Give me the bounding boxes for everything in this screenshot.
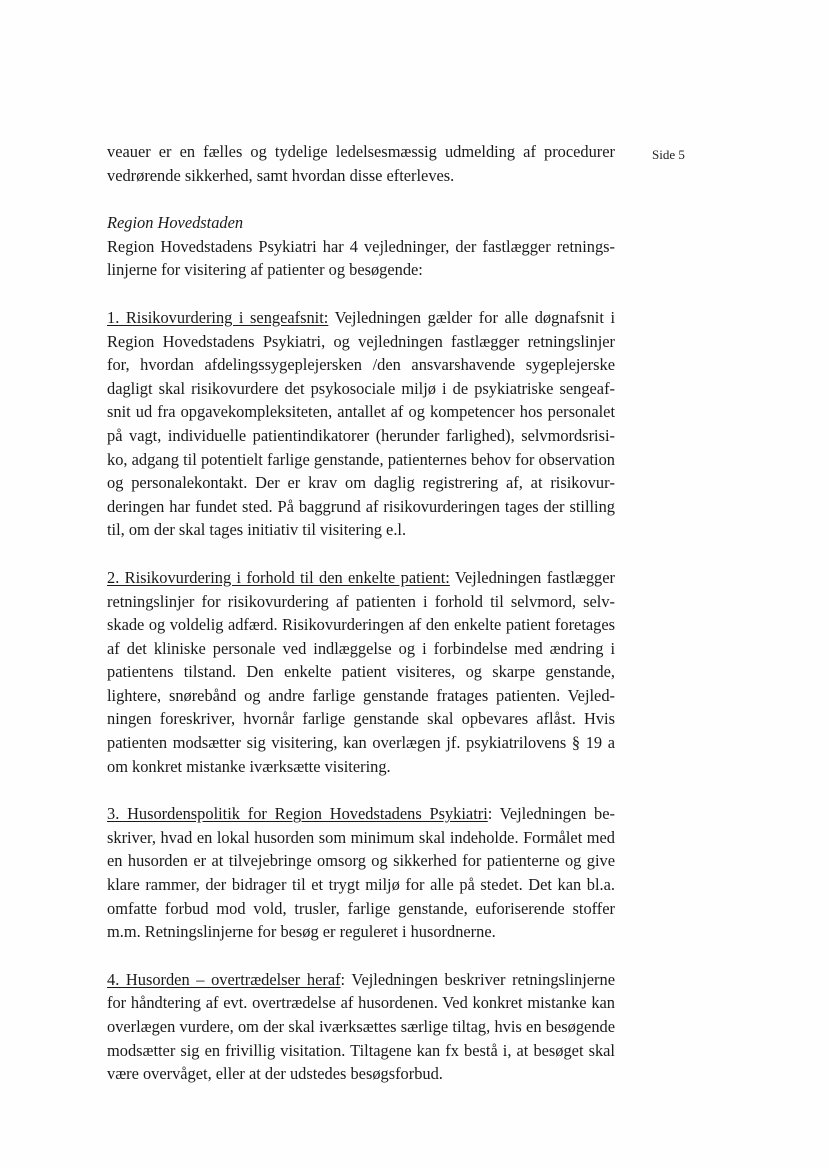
guideline-title-1: 1. Risikovurdering i sengeafsnit: [107,307,329,327]
guideline-item-1 [107,306,615,542]
document-body [107,140,615,1086]
guideline-item-3 [107,802,615,944]
guideline-text-3: : Vejledningen beskriver, hvad en lokal husorden som minimum skal indeholde. Formålet med en husorden er at tilvejebringe omsorg og sikkerhed for patienterne og give klare rammer, der bidrager til et trygt miljø for alle på stedet. Det kan bl.a. omfatte forbud mod vold, trusler, farlige genstande, euforiserende stoffer m.m. Retningslinjerne for besøg er reguleret i husordnerne. [107,804,615,942]
intro-paragraph: veauer er en fælles og tydelige ledelsesmæssig udmelding af procedurer vedrørende sikkerhed, samt hvordan disse efterleves. [107,142,615,185]
section-heading: Region Hovedstaden [107,213,244,233]
guideline-title-2: 2. Risikovurdering i forhold til den enkelte patient: [107,567,450,587]
guideline-item-2 [107,566,615,778]
guideline-text-2: Vejledningen fastlægger retningslinjer for risikovurdering af patienten i forhold til selvmord, selvskade og voldelig adfærd. Risikovurderingen af den enkelte patient foretages af det kliniske personale ved indlæggelse og i forbindelse med ændring i patientens tilstand. Den enkelte patient visiteres, og skarpe genstande, lightere, snørebånd og andre farlige genstande fratages patienten. Vejledningen foreskriver, hvornår farlige genstande skal opbevares aflåst. Hvis patienten modsætter sig visitering, kan overlægen jf. psykiatrilovens § 19 a om konkret mistanke iværksætte visitering. [107,567,615,776]
guideline-title-4: 4. Husorden – overtrædelser heraf [107,969,341,989]
guideline-text-4: : Vejledningen beskriver retningslinjerne for håndtering af evt. overtrædelse af husordenen. Ved konkret mistanke kan overlægen vurdere, om der skal iværksættes særlige tiltag, hvis en besøgende modsætter sig en frivillig visitation. Tiltagene kan fx bestå i, at besøget skal være overvåget, eller at der udstedes besøgsforbud. [107,969,615,1084]
guideline-title-3: 3. Husordenspolitik for Region Hovedstadens Psykiatri [107,804,488,824]
page-number: Side 5 [652,147,685,162]
region-paragraph: Region Hovedstadens Psykiatri har 4 vejledninger, der fastlægger retningslinjerne for visitering af patienter og besøgende: [107,236,615,280]
guideline-text-1: Vejledningen gælder for alle døgnafsnit i Region Hovedstadens Psykiatri, og vejledningen fastlægger retningslinjer for, hvordan afdelingssygeplejersken /den ansvarshavende sygeplejerske dagligt skal risikovurdere det psykosociale miljø i de psykiatriske sengeafsnit ud fra opgavekompleksiteten, antallet af og kompetencer hos personalet på vagt, individuelle patientindikatorer (herunder farlighed), selvmordsrisiko, adgang til potentielt farlige genstande, patienternes behov for observation og personalekontakt. Der er krav om daglig registrering af, at risikovurderingen har fundet sted. På baggrund af risikovurderingen tages der stilling til, om der skal tages initiativ til visitering e.l. [107,307,615,540]
guideline-item-4 [107,968,615,1086]
